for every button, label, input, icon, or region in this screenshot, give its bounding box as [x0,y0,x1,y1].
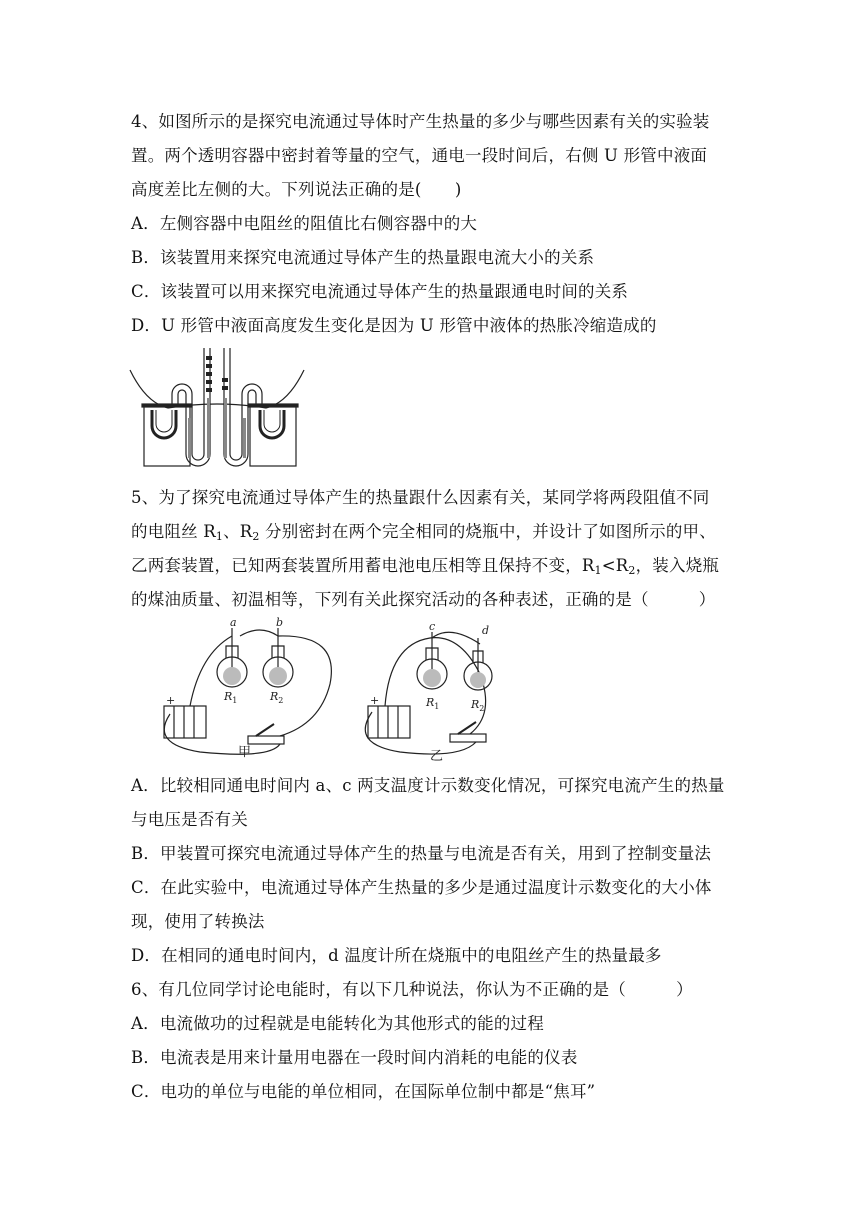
q5-stem-line-3 [131,555,719,577]
q5-text: ，装入烧瓶 [635,556,720,575]
q5-option-b: B．甲装置可探究电流通过导体产生的热量与电流是否有关，用到了控制变量法 [131,844,712,863]
q5-subscript: 2 [252,530,260,543]
q5-text: 的电阻丝 R [131,522,216,541]
battery-plus-label: + [166,694,176,707]
resistor-label [269,690,283,705]
q4-stem-line-3: 高度差比左侧的大。下列说法正确的是( ) [131,180,462,199]
resistor-subscript: 1 [434,702,440,711]
q5-subscript: 2 [628,564,636,577]
q5-option-c-cont: 现，使用了转换法 [131,912,265,931]
q5-option-d: D．在相同的通电时间内，d 温度计所在烧瓶中的电阻丝产生的热量最多 [131,946,662,965]
q4-option-c: C．该装置可以用来探究电流通过导体产生的热量跟通电时间的关系 [131,282,629,301]
q5-stem-line-4: 的煤油质量、初温相等，下列有关此探究活动的各种表述，正确的是（ ） [131,590,716,609]
resistor-label [223,690,237,705]
q4-stem-line-1: 4、如图所示的是探究电流通过导体时产生热量的多少与哪些因素有关的实验装 [131,112,710,131]
resistor-subscript: 2 [278,696,284,705]
resistor-subscript: 1 [232,696,238,705]
q5-text: 、R [223,522,253,541]
q5-option-a-cont: 与电压是否有关 [131,810,248,829]
figure-label-jia: 甲 [238,745,252,760]
resistor-label [425,696,439,711]
resistor-letter: R [270,690,279,703]
resistor-label [470,698,484,713]
q5-subscript: 1 [215,530,224,543]
q6-option-c: C．电功的单位与电能的单位相同，在国际单位制中都是“焦耳” [131,1082,596,1101]
q5-text: <R [601,556,629,575]
resistor-letter: R [224,690,233,703]
u-tube-apparatus-figure [128,348,306,470]
thermometer-label-d: d [482,624,490,637]
q5-option-c: C．在此实验中，电流通过导体产生热量的多少是通过温度计示数变化的大小体 [131,878,712,897]
resistor-letter: R [471,698,480,711]
q5-circuit-figure [140,614,500,764]
q5-subscript: 1 [594,564,602,577]
q5-stem-line-2 [131,521,716,543]
q5-text: 乙两套装置，已知两套装置所用蓄电池电压相等且保持不变，R [131,556,595,575]
q5-text: 分别密封在两个完全相同的烧瓶中，并设计了如图所示的甲、 [259,522,716,541]
battery-plus-label: + [370,694,380,707]
q4-option-d: D．U 形管中液面高度发生变化是因为 U 形管中液体的热胀冷缩造成的 [131,316,657,335]
thermometer-label-a: a [230,616,237,629]
figure-label-yi: 乙 [430,749,444,764]
q5-option-a: A．比较相同通电时间内 a、c 两支温度计示数变化情况，可探究电流产生的热量 [131,776,725,795]
q6-stem: 6、有几位同学讨论电能时，有以下几种说法，你认为不正确的是（ ） [131,980,693,999]
q4-option-b: B．该装置用来探究电流通过导体产生的热量跟电流大小的关系 [131,248,595,267]
q6-option-a: A．电流做功的过程就是电能转化为其他形式的能的过程 [131,1014,544,1033]
q6-option-b: B．电流表是用来计量用电器在一段时间内消耗的电能的仪表 [131,1048,578,1067]
q4-option-a: A．左侧容器中电阻丝的阻值比右侧容器中的大 [131,214,478,233]
resistor-letter: R [426,696,435,709]
thermometer-label-c: c [429,620,436,633]
q4-stem-line-2: 置。两个透明容器中密封着等量的空气，通电一段时间后，右侧 U 形管中液面 [131,146,708,165]
resistor-subscript: 2 [479,704,485,713]
q5-stem-line-1: 5、为了探究电流通过导体产生的热量跟什么因素有关，某同学将两段阻值不同 [131,488,710,507]
thermometer-label-b: b [276,616,284,629]
